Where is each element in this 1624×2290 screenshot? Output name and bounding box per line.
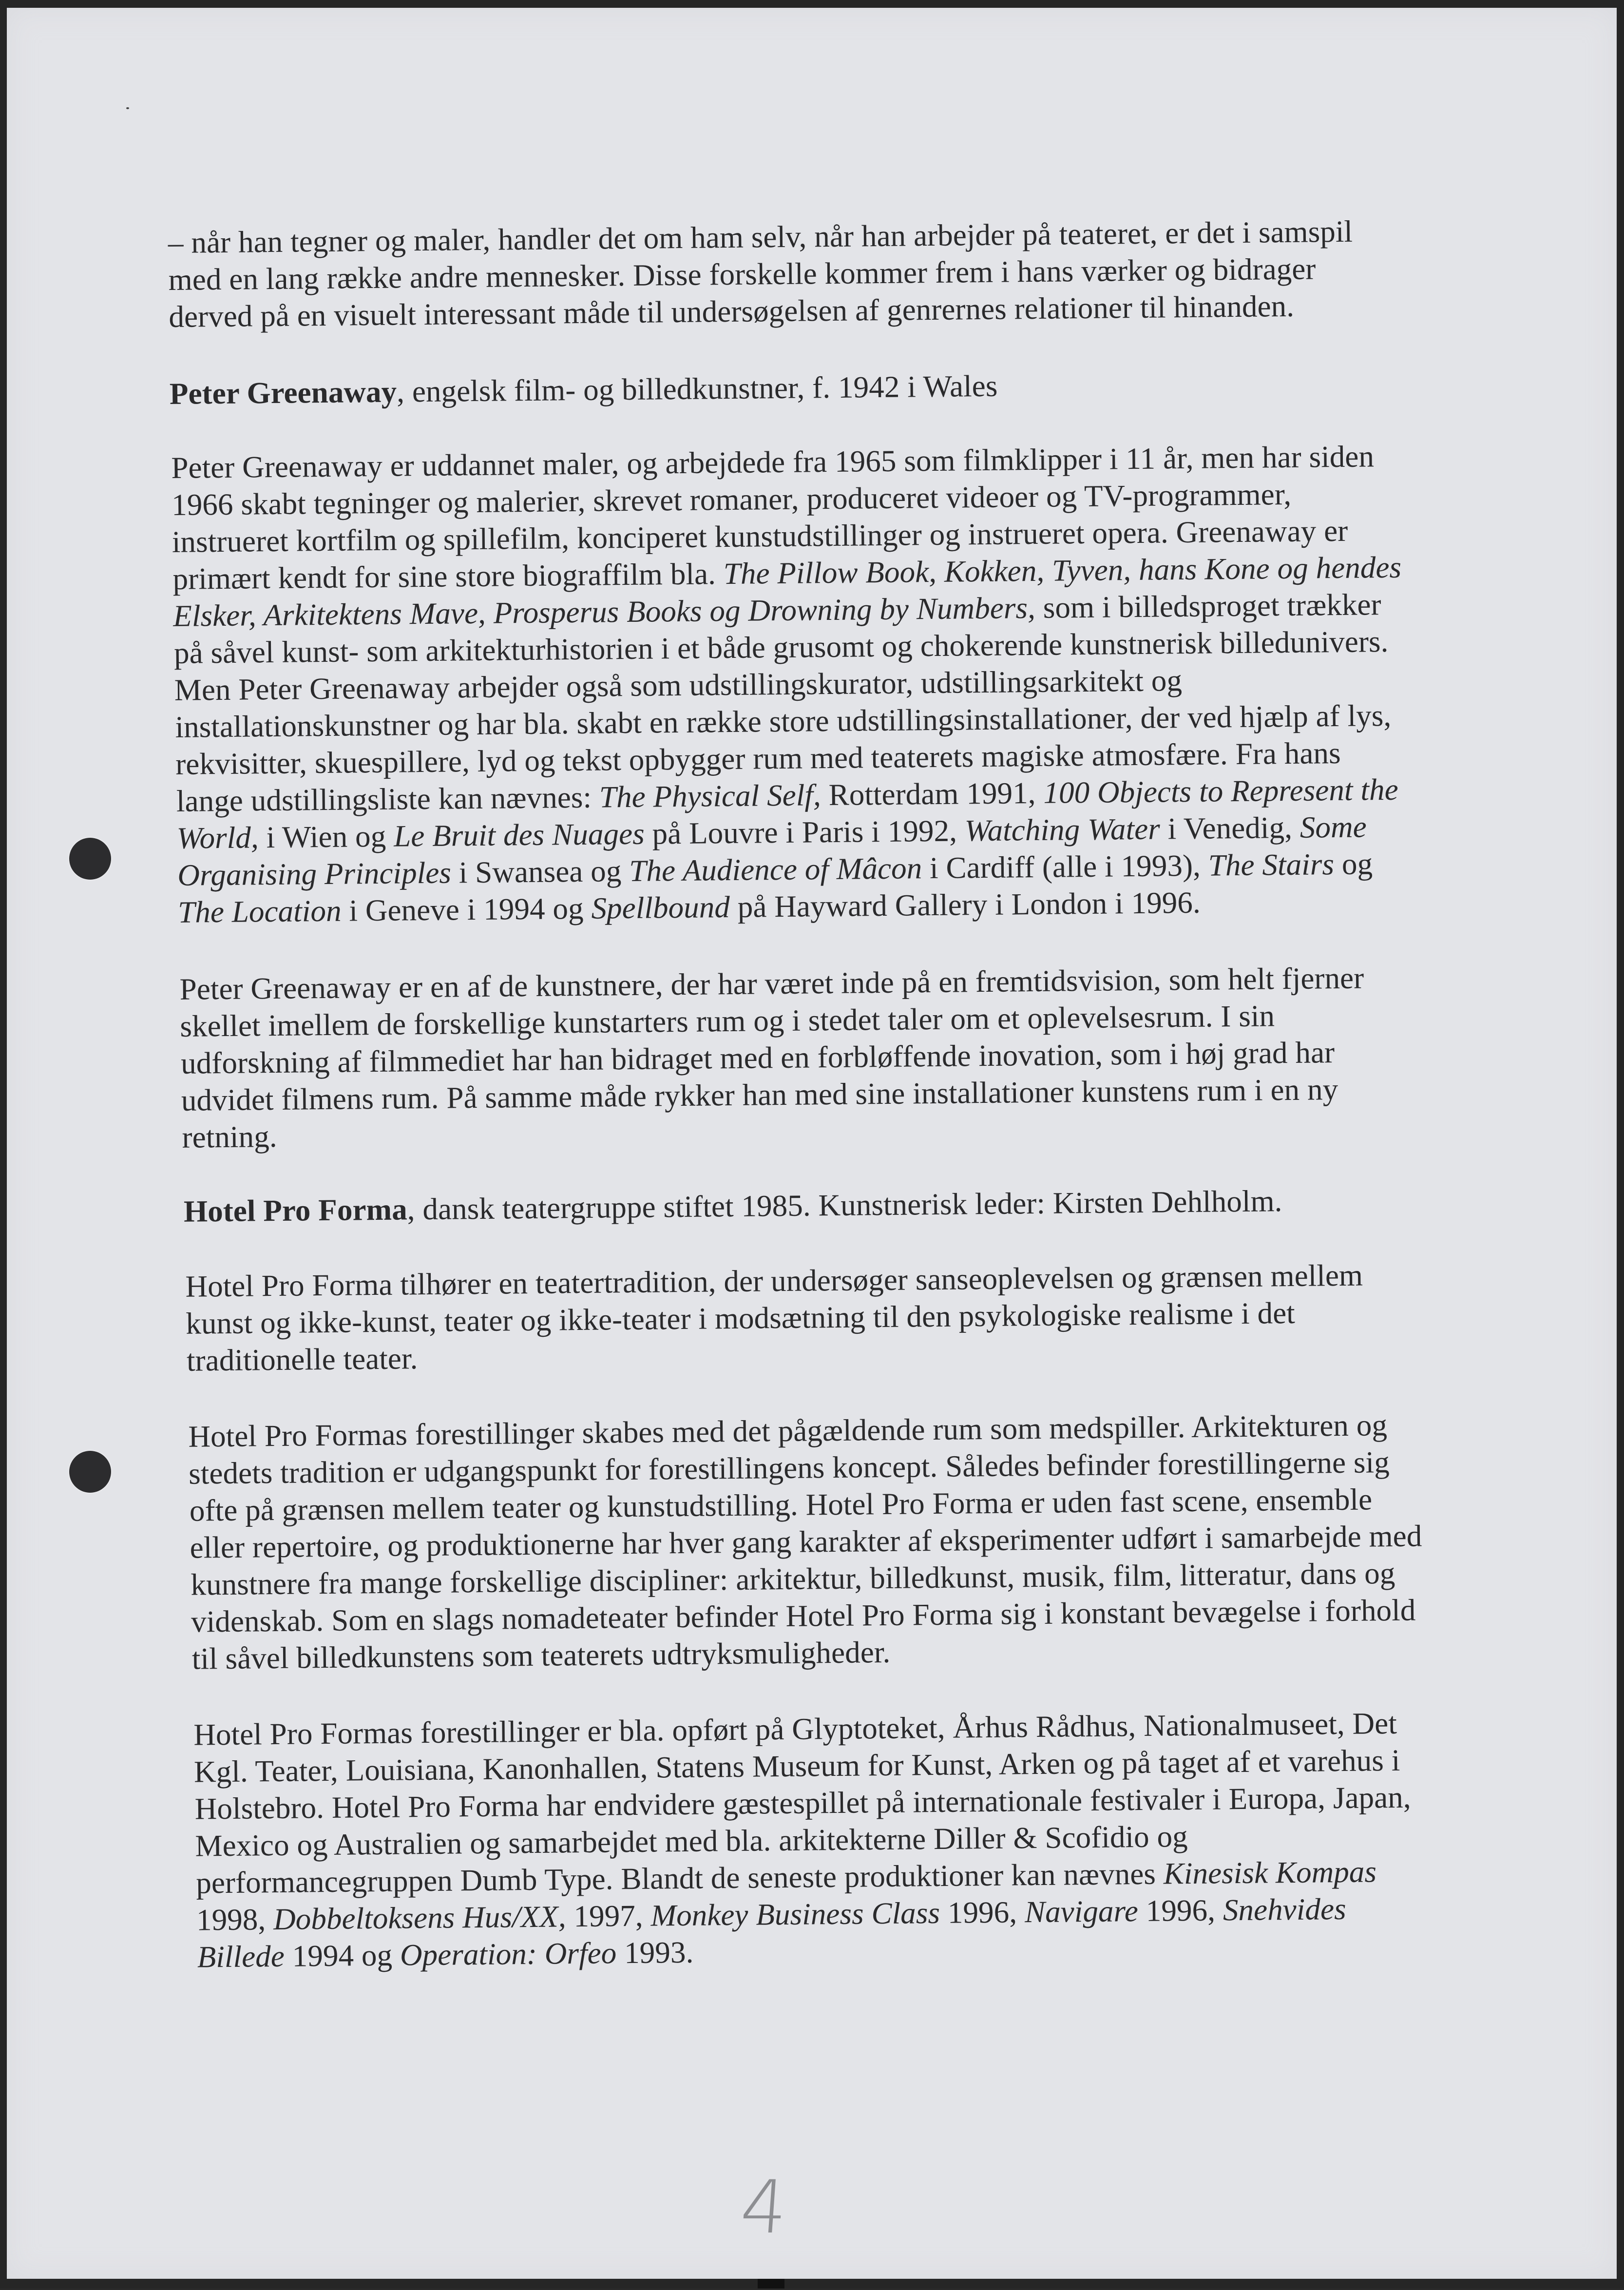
text-run: udvidet filmens rum. På samme måde rykker han med sine installationer kunstens rum i en ny [181, 1072, 1338, 1117]
text-run: performancegruppen Dumb Type. Blandt de seneste produktioner kan nævnes [195, 1856, 1164, 1900]
text-run: videnskab. Som en slags nomadeteater befinder Hotel Pro Forma sig i konstant bevægelse i forhold [191, 1593, 1416, 1639]
bold-text-run: Hotel Pro Forma [183, 1192, 408, 1229]
italic-title-run: The Pillow Book, Kokken, Tyven, hans Kone og hendes [723, 550, 1402, 591]
italic-title-run: The Location [177, 893, 342, 929]
text-run: i Swansea og [451, 853, 630, 890]
section-heading-hotel-pro-forma [184, 1183, 1282, 1229]
section-heading-greenaway [170, 368, 998, 411]
italic-title-run: Watching Water [964, 811, 1161, 848]
text-run: lange udstillingsliste kan nævnes: [176, 780, 600, 818]
text-run: Peter Greenaway er en af de kunstnere, der har været inde på en fremtidsvision, som helt fjerner [179, 961, 1364, 1006]
text-run: Rotterdam 1991, [821, 775, 1044, 812]
text-run: i Wien og [258, 819, 394, 855]
text-run: derved på en visuelt interessant måde til undersøgelsen af genrernes relationer til hinanden. [169, 289, 1295, 334]
text-run: , engelsk film- og billedkunstner, f. 1942 i Wales [396, 368, 998, 409]
text-run: installationskunstner og har bla. skabt en række store udstillingsinstallationer, der ved hjælp af lys, [175, 698, 1392, 744]
handwritten-page-number: 4 [737, 2165, 790, 2250]
text-run: i Cardiff (alle i 1993), [921, 848, 1209, 885]
italic-title-run: Elsker, Arkitektens Mave, Prosperus Books og Drowning by Numbers, [172, 590, 1036, 633]
text-run: og [1334, 847, 1373, 882]
text-run: på Louvre i Paris i 1992, [644, 813, 965, 851]
text-run: , dansk teatergruppe stiftet 1985. Kunstnerisk leder: Kirsten Dehlholm. [407, 1184, 1282, 1227]
text-run: med en lang række andre mennesker. Disse forskelle kommer frem i hans værker og bidrager [168, 251, 1316, 297]
text-run: på såvel kunst- som arkitekturhistorien i et både grusomt og chokerende kunstnerisk billedunivers. [173, 624, 1389, 670]
italic-title-run: Some [1299, 809, 1367, 845]
text-run: Holstebro. Hotel Pro Forma har endvidere gæstespillet på internationale festivaler i Europa, Japan, [194, 1780, 1412, 1826]
text-run: Hotel Pro Formas forestillinger er bla. opført på Glyptoteket, Århus Rådhus, Nationalmuseet, Det [193, 1706, 1397, 1752]
text-run: 1997, [566, 1898, 651, 1934]
text-run: i Geneve i 1994 og [341, 891, 592, 928]
text-run: 1996, [939, 1895, 1025, 1930]
italic-title-run: Dobbeltoksens Hus/XX, [273, 1899, 566, 1937]
text-run: retning. [182, 1119, 277, 1155]
text-run: Peter Greenaway er uddannet maler, og arbejdede fra 1965 som filmklipper i 11 år, men har siden [171, 439, 1375, 485]
text-line [192, 1635, 891, 1676]
italic-title-run: Kinesisk Kompas [1163, 1854, 1377, 1891]
text-run: rekvisitter, skuespillere, lyd og tekst opbygger rum med teaterets magiske atmosfære. Fra hans [175, 735, 1341, 781]
text-run: ofte på grænsen mellem teater og kunstudstilling. Hotel Pro Forma er uden fast scene, ensemble [189, 1482, 1373, 1528]
text-run: Mexico og Australien og samarbejdet med bla. arkitekterne Diller & Scofidio og [195, 1819, 1188, 1863]
text-line [195, 1819, 1188, 1864]
text-line [197, 1935, 693, 1975]
text-run: kunstnere fra mange forskellige discipliner: arkitektur, billedkunst, musik, film, litteratur, dans og [191, 1556, 1395, 1602]
text-run: Hotel Pro Formas forestillinger skabes med det pågældende rum som medspiller. Arkitekturen og [188, 1408, 1388, 1454]
text-line [182, 1119, 277, 1155]
text-run: som i billedsproget trækker [1035, 587, 1381, 625]
italic-title-run: Snehvides [1223, 1891, 1347, 1927]
text-run: stedets tradition er udgangspunkt for forestillingens koncept. Således befinder forestillingerne sig [188, 1445, 1390, 1491]
text-run: 1993. [616, 1935, 694, 1970]
italic-title-run: 100 Objects to Represent the [1043, 772, 1399, 810]
text-run: Hotel Pro Forma tilhører en teatertradition, der undersøger sanseoplevelsen og grænsen mellem [185, 1258, 1363, 1304]
italic-title-run: Le Bruit des Nuages [393, 816, 645, 853]
text-run: – når han tegner og maler, handler det om ham selv, når han arbejder på teateret, er det i samspil [168, 214, 1353, 260]
italic-title-run: World, [176, 820, 259, 855]
text-run: udforskning af filmmediet har han bidraget med en forbløffende inovation, som i høj grad har [180, 1035, 1335, 1080]
italic-title-run: Navigare [1024, 1894, 1139, 1929]
italic-title-run: Spellbound [591, 889, 730, 925]
text-run: 1994 og [284, 1938, 401, 1973]
text-run: på Hayward Gallery i London i 1996. [729, 885, 1201, 924]
text-run: Men Peter Greenaway arbejder også som udstillingskurator, udstillingsarkitekt og [174, 663, 1183, 707]
italic-title-run: Organising Principles [177, 855, 452, 892]
italic-title-run: Operation: Orfeo [400, 1936, 617, 1972]
bold-text-run: Peter Greenaway [169, 374, 397, 411]
text-line [187, 1341, 418, 1378]
italic-title-run: The Physical Self, [599, 778, 822, 814]
italic-title-run: Monkey Business Class [650, 1895, 940, 1933]
text-run: primært kendt for sine store biograffilm bla. [172, 557, 724, 596]
italic-title-run: The Audience of Mâcon [629, 851, 922, 888]
text-run: Kgl. Teater, Louisiana, Kanonhallen, Statens Museum for Kunst, Arken og på taget af et varehus i [193, 1743, 1400, 1789]
italic-title-run: Billede [197, 1939, 285, 1974]
text-run: 1966 skabt tegninger og malerier, skrevet romaner, produceret videoer og TV-programmer, [171, 477, 1292, 522]
italic-title-run: The Stairs [1208, 847, 1335, 883]
text-run: 1998, [196, 1902, 274, 1937]
text-run: til såvel billedkunstens som teaterets udtryksmuligheder. [191, 1635, 891, 1676]
text-line [178, 885, 1201, 930]
text-run: instrueret kortfilm og spillefilm, konciperet kunstudstillinger og instrueret opera. Greenaway er [172, 513, 1348, 559]
text-run: i Venedig, [1160, 810, 1300, 846]
text-run: skellet imellem de forskellige kunstarters rum og i stedet taler om et oplevelsesrum. I sin [180, 999, 1275, 1043]
text-run: traditionelle teater. [186, 1341, 418, 1378]
text-run: 1996, [1138, 1893, 1223, 1928]
text-run: kunst og ikke-kunst, teater og ikke-teater i modsætning til den psykologiske realisme i det [185, 1295, 1296, 1341]
text-run: eller repertoire, og produktionerne har hver gang karakter af eksperimenter udført i samarbejde med [190, 1519, 1422, 1565]
